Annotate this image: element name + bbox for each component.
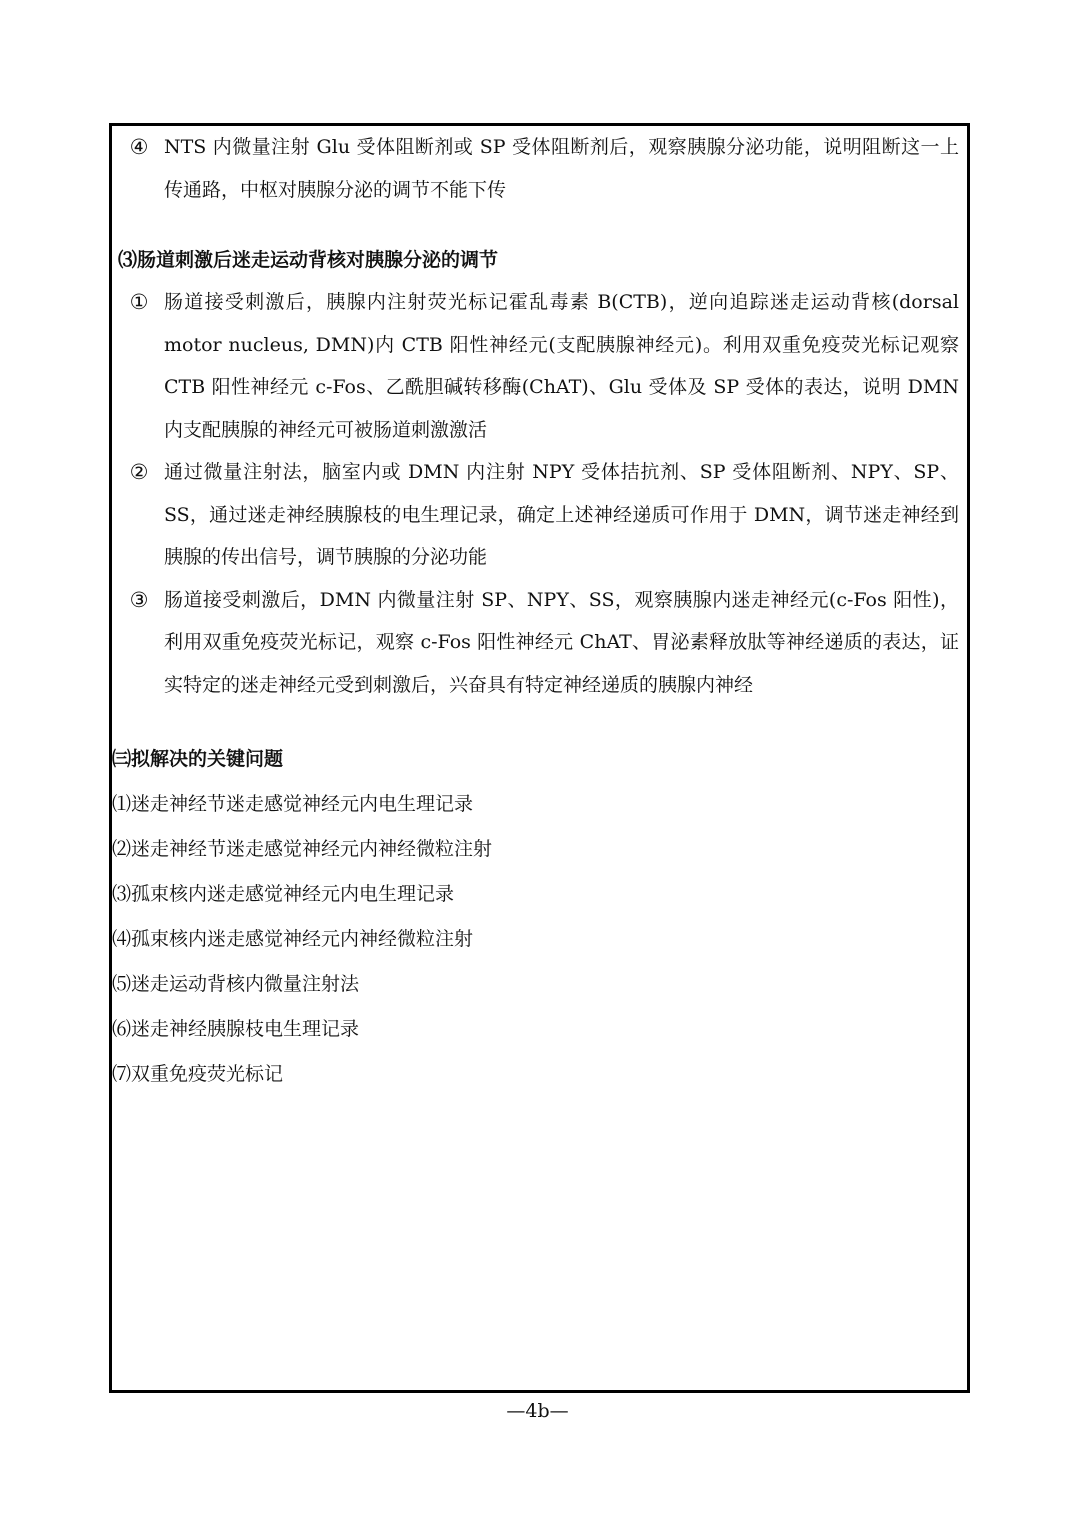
item-number: ① bbox=[129, 290, 149, 314]
section-heading-3: ⑶肠道刺激后迷走运动背核对胰腺分泌的调节 bbox=[118, 249, 499, 271]
key-problem-item-2: ⑵迷走神经节迷走感觉神经元内神经微粒注射 bbox=[112, 838, 493, 860]
item-text: 肠道接受刺激后，胰腺内注射荧光标记霍乱毒素 B(CTB)，逆向追踪迷走运动背核(dorsal motor nucleus, DMN)内 CTB 阳性神经元(支配胰腺神经元)。利用双重免疫荧光标记观察 CTB 阳性神经元 c-Fos、乙酰胆碱转移酶(ChAT)、Glu 受体及 SP 受体的表达，说明 DMN 内支配胰腺的神经元可被肠道刺激激活 bbox=[164, 291, 959, 441]
item-number: ③ bbox=[129, 587, 149, 612]
key-problems-heading: ㈢拟解决的关键问题 bbox=[112, 748, 284, 770]
item-number: ④ bbox=[129, 135, 149, 159]
list-item-4 bbox=[112, 126, 967, 211]
key-problem-item-6: ⑹迷走神经胰腺枝电生理记录 bbox=[112, 1018, 360, 1040]
item-text: 肠道接受刺激后，DMN 内微量注射 SP、NPY、SS，观察胰腺内迷走神经元(c-Fos 阳性)，利用双重免疫荧光标记，观察 c-Fos 阳性神经元 ChAT、胃泌素释放肽等神经递质的表达，证实特定的迷走神经元受到刺激后，兴奋具有特定神经递质的胰腺内神经 bbox=[164, 588, 959, 696]
item-text: 通过微量注射法，脑室内或 DMN 内注射 NPY 受体拮抗剂、SP 受体阻断剂、NPY、SP、SS，通过迷走神经胰腺枝的电生理记录，确定上述神经递质可作用于 DMN，调节迷走神经到胰腺的传出信号，调节胰腺的分泌功能 bbox=[164, 461, 959, 568]
item-number: ② bbox=[129, 460, 149, 484]
key-problem-item-3: ⑶孤束核内迷走感觉神经元内电生理记录 bbox=[112, 883, 455, 905]
document-frame bbox=[109, 123, 970, 1393]
key-problem-item-7: ⑺双重免疫荧光标记 bbox=[112, 1063, 284, 1085]
section3-item-3 bbox=[112, 579, 967, 707]
page-number: —4b— bbox=[506, 1400, 569, 1422]
section3-item-2 bbox=[112, 451, 967, 579]
key-problem-item-4: ⑷孤束核内迷走感觉神经元内神经微粒注射 bbox=[112, 928, 474, 950]
key-problem-item-1: ⑴迷走神经节迷走感觉神经元内电生理记录 bbox=[112, 793, 474, 815]
section3-item-1 bbox=[112, 281, 967, 451]
key-problem-item-5: ⑸迷走运动背核内微量注射法 bbox=[112, 973, 360, 995]
key-problems-list bbox=[112, 782, 967, 1097]
document-content bbox=[112, 126, 967, 1097]
item-text: NTS 内微量注射 Glu 受体阻断剂或 SP 受体阻断剂后，观察胰腺分泌功能，说明阻断这一上传通路，中枢对胰腺分泌的调节不能下传 bbox=[164, 136, 959, 201]
